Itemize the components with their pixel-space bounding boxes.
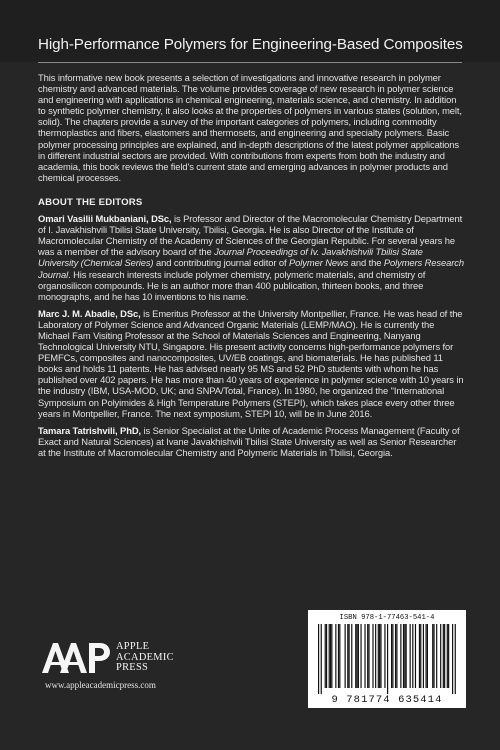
barcode-bar (339, 624, 340, 688)
barcode-bar (384, 624, 385, 688)
book-title: High-Performance Polymers for Engineering-Based Composites (38, 36, 463, 53)
barcode-bar (367, 624, 368, 688)
barcode-bar (375, 624, 376, 688)
barcode-bar (444, 624, 445, 688)
barcode-bar (420, 624, 421, 688)
editor-bio-2: Marc J. M. Abadie, DSc, is Emeritus Professor at the University Montpellier, France. He was head of the Laboratory of Polymer Science and Advanced Organic Materials (LEMP/MAO). He is currently the Michael Fam Visiting Professor at the School of Materials Sciences and Engineering, Nanyang Technological University NTU, Singapore. His present activity concerns high-performance polymers for PEMFCs, composites and nanocomposites, UV/EB coatings, and biomaterials. He has published 11 books and holds 11 patents. He has advised nearly 95 MS and 52 PhD students with whom he has published over 402 papers. He has more than 40 years of experience in polymer science with 10 years in the industry (IBM, USA-MOD, UK; and SNPA/Total, France). In 1980, he organized the "International Symposium on Polyimides & High Temperature Polymers (STEPI), which takes place every other three years in Montpellier, France. The next symposium, STEPI 10, will be in June 2016. (38, 307, 464, 419)
editor-name: Marc J. M. Abadie, DSc, (38, 307, 141, 319)
editor-name: Omari Vasilii Mukbaniani, DSc, (38, 213, 172, 225)
barcode-bar (329, 624, 330, 688)
barcode-bar (338, 624, 339, 688)
barcode-bar (378, 624, 379, 688)
barcode-bar (415, 624, 416, 688)
barcode-bar (443, 624, 444, 688)
barcode-bar (364, 624, 365, 688)
barcode-bar (331, 624, 332, 688)
barcode-bars (318, 624, 456, 694)
barcode-bar (372, 624, 373, 688)
isbn-label: ISBN 978-1-77463-541-4 (339, 614, 435, 622)
barcode-bar (410, 624, 411, 688)
publisher-website[interactable]: www.appleacademicpress.com (45, 680, 156, 690)
barcode-bar (433, 624, 434, 688)
editor-name: Tamara Tatrishvili, PhD, (38, 424, 142, 436)
barcode-bar (423, 624, 424, 688)
barcode-bar (440, 624, 441, 688)
barcode-bar (368, 624, 369, 688)
barcode-bar (392, 624, 393, 688)
barcode-bar (335, 624, 336, 688)
barcode-bar (387, 624, 388, 694)
barcode-bar (325, 624, 326, 688)
barcode-bar (432, 624, 433, 688)
book-description: This informative new book presents a selection of investigations and innovative research in polymer chemistry and advanced materials. The volume provides coverage of new research in polymer science and engineering with applications in chemical engineering, materials science, and chemistry. In addition to synthetic polymer chemistry, it also looks at the properties of polymers in various states (solution, melt, solid). The chapters provide a survey of the important categories of polymers, including commodity thermoplastics and fibers, elastomers and thermosets, and engineering and specialty polymers. Basic polymer processing principles are explained, and in-depth descriptions of the latest polymer applications in different industrial sectors are provided. With contributions from experts from both the industry and academia, this book reviews the field's current state and emerging advances in polymer products and chemical processes. (38, 72, 462, 183)
barcode-bar (455, 624, 456, 694)
barcode-number: 9 781774 635414 (331, 694, 443, 706)
editor-bios (38, 213, 464, 458)
barcode-bar (406, 624, 407, 688)
barcode-bar (400, 624, 401, 688)
editor-bio-1: Omari Vasilii Mukbaniani, DSc, is Professor and Director of the Macromolecular Chemistry Department of I. Javakhishvili Tbilisi State University, Tbilisi, Georgia. He is also Director of the Institute of Macromolecular Chemistry of the Academy of Sciences of the Georgian Republic. For several years he was a member of the advisory board of the Journal Proceedings of Iv. Javakhishvili Tbilisi State University (Chemical Series) and contributing journal editor of Polymer News and the Polymers Research Journal. His research interests include polymer chemistry, polymeric materials, and chemistry of organosilicon compounds. He is an author more than 400 publication, thirteen books, and three monographs, and he has 10 inventions to his name. (38, 213, 464, 302)
barcode-bar (355, 624, 356, 688)
barcode-bar (427, 624, 428, 688)
title-divider (38, 62, 462, 63)
barcode-bar (448, 624, 449, 688)
barcode-bar (395, 624, 396, 688)
barcode-bar (419, 624, 420, 688)
barcode-bar (412, 624, 413, 688)
barcode-bar (379, 624, 380, 688)
barcode-bar (347, 624, 348, 688)
barcode-bar (345, 624, 346, 688)
barcode-bar (318, 624, 319, 694)
barcode-bar (425, 624, 426, 688)
barcode-bar (349, 624, 350, 688)
barcode-bar (358, 624, 359, 688)
barcode-bar (447, 624, 448, 688)
logo-letters-graphic (42, 643, 110, 673)
isbn-barcode (308, 610, 466, 708)
barcode-bar (360, 624, 361, 688)
barcode-bar (351, 624, 352, 688)
barcode-bar (380, 624, 381, 688)
apple-academic-press-logo (42, 641, 112, 675)
editor-bio-3: Tamara Tatrishvili, PhD, is Senior Specialist at the Unite of Academic Process Management (Faculty of Exact and Natural Sciences) at Ivane Javakhishvili Tbilisi State University as well as Senior Researcher at the Institute of Macromolecular Chemistry and Polymeric Materials in Tbilisi, Georgia. (38, 424, 460, 458)
about-editors-heading: ABOUT THE EDITORS (38, 196, 143, 208)
barcode-bar (452, 624, 453, 694)
barcode-bar (404, 624, 405, 688)
barcode-bar (330, 624, 331, 688)
back-cover-text (38, 72, 464, 464)
barcode-bar (321, 624, 322, 694)
barcode-bar (436, 624, 437, 688)
barcode-bar (356, 624, 357, 688)
publisher-name: APPLE ACADEMIC PRESS (116, 641, 174, 674)
barcode-bar (403, 624, 404, 688)
barcode-bar (326, 624, 327, 688)
barcode-bar (391, 624, 392, 688)
barcode-bar (396, 624, 397, 688)
